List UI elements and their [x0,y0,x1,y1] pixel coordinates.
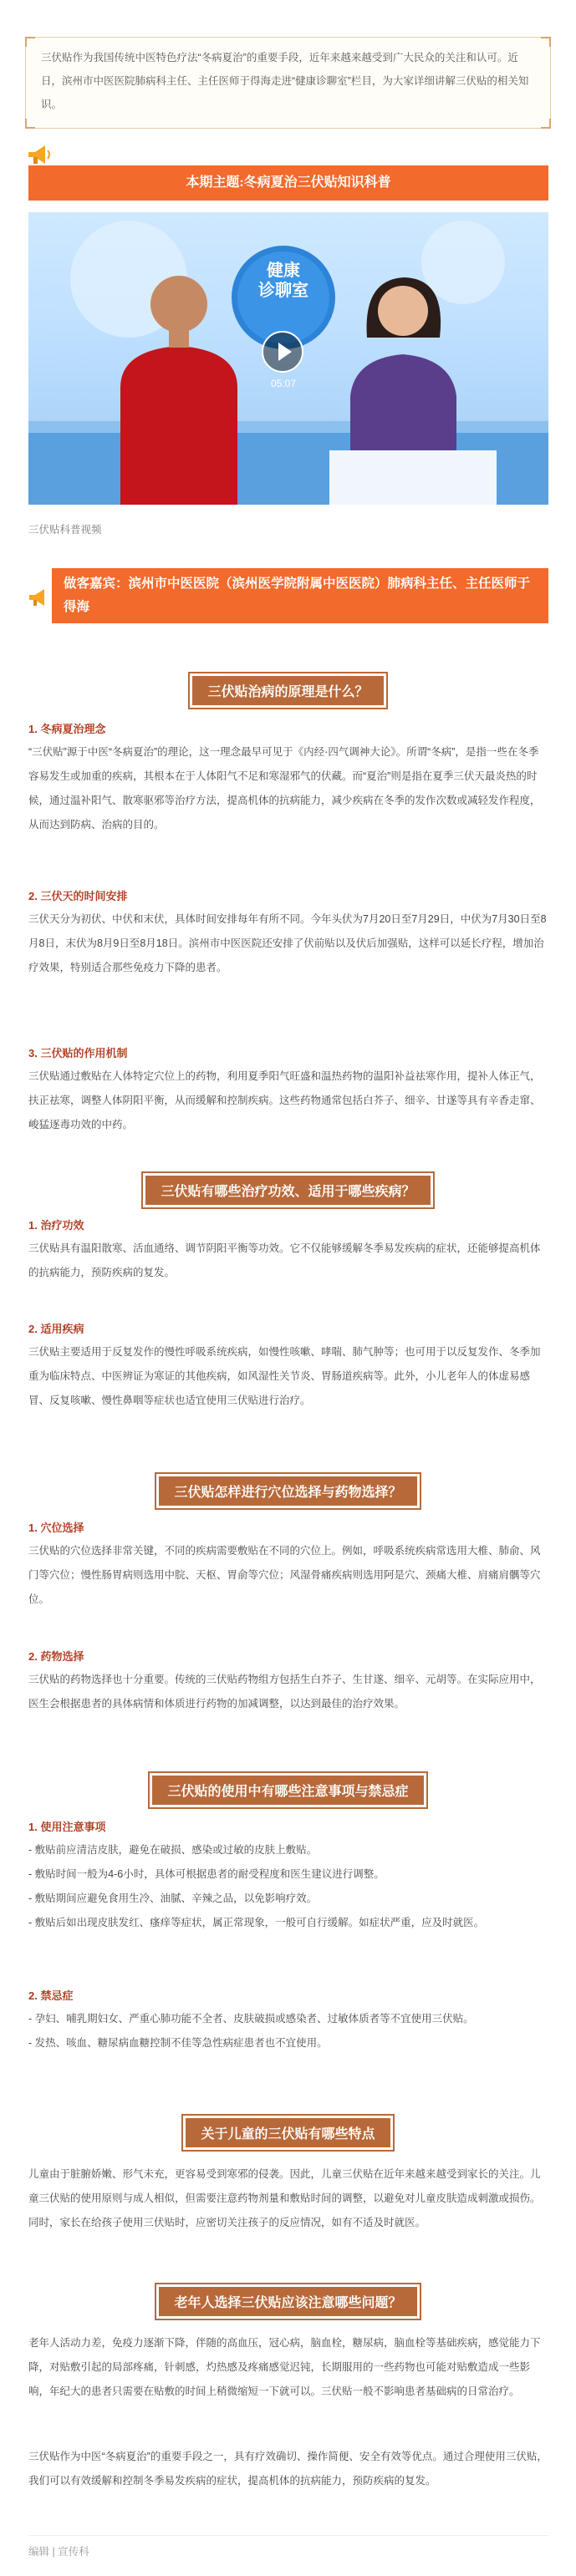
video-player[interactable] [28,212,548,505]
megaphone-icon [25,140,54,169]
section-paragraph: 老年人活动力差，免疫力逐渐下降，伴随的高血压，冠心病，脑血栓，糖尿病，脑血栓等基础疾病，感觉能力下降，对贴敷引起的局部疼痛，针刺感，灼热感及疼痛感觉迟钝，长期服用的一些药物也可能对贴敷造成一些影响，年纪大的患者只需要在贴敷的时间上稍微缩短一下就可以。三伏贴一般不影响患者基础病的日常治疗。 [28,2337,541,2397]
section-paragraph: - 敷贴前应清洁皮肤，避免在破损、感染或过敏的皮肤上敷贴。 - 敷贴时间一般为4-6小时，具体可根据患者的耐受程度和医生建议进行调整。 - 敷贴期间应避免食用生冷、油腻、辛辣之品，以免影响疗效。 - 敷贴后如出现皮肤发红、瘙痒等症状，属正常现象，一般可自行缓解。如症状严重，应及时就医。 [28,1844,485,1928]
topic-banner: 本期主题:冬病夏治三伏贴知识科普 [28,165,548,201]
section-heading: 三伏贴怎样进行穴位选择与药物选择？ [156,1474,419,1508]
show-logo [250,261,317,301]
section-paragraph: 三伏贴通过敷贴在人体特定穴位上的药物，利用夏季阳气旺盛和温热药物的温阳补益祛寒作用，提补人体正气，扶正祛寒，调整人体阴阳平衡，从而缓解和控制疾病。这些药物通常包括白芥子、细辛、甘遂等具有辛香走窜、峻猛逐毒功效的中药。 [28,1070,541,1130]
section-heading-wrap [0,1474,576,1508]
section-paragraph: 三伏天分为初伏、中伏和末伏，具体时间安排每年有所不同。今年头伏为7月20日至7月29日，中伏为7月30日至8月8日，末伏为8月9日至8月18日。滨州市中医医院还安排了伏前贴以及伏后加强贴，这样可以延长疗程，增加治疗效果，特别适合那些免疫力下降的患者。 [28,913,547,973]
section-subtitle: 2. 三伏天的时间安排 [28,890,128,902]
intro-box [25,37,551,129]
section-subtitle: 2. 禁忌症 [28,1989,74,2002]
corner-decoration [541,119,551,129]
section-subtitle: 1. 治疗功效 [28,1219,84,1232]
section-heading: 三伏贴有哪些治疗功效、适用于哪些疾病？ [143,1173,432,1207]
section-heading: 老年人选择三伏贴应该注意哪些问题？ [156,2284,419,2319]
section-heading-wrap [0,1173,576,1207]
play-icon[interactable] [260,329,305,374]
intro-text: 三伏贴作为我国传统中医特色疗法“冬病夏治”的重要手段，近年来越来越受到广大民众的关注和认可。近日，滨州市中医医院肺病科主任、主任医师于得海走进“健康诊聊室”栏目，为大家详细讲解三伏贴的相关知识。 [41,52,529,110]
megaphone-icon [27,585,52,610]
section-heading-wrap [0,1773,576,1807]
section-heading-wrap [0,2284,576,2319]
section-paragraph: - 孕妇、哺乳期妇女、严重心肺功能不全者、皮肤破损或感染者、过敏体质者等不宜使用三伏贴。 - 发热、咳血、糖尿病血糖控制不佳等急性病症患者也不宜使用。 [28,2013,474,2049]
section-heading-wrap [0,2116,576,2150]
video-duration: 05:07 [270,378,297,389]
section-subtitle: 1. 使用注意事项 [28,1821,106,1833]
section-heading: 关于儿童的三伏贴有哪些特点 [183,2116,392,2150]
section-paragraph: 三伏贴作为中医“冬病夏治”的重要手段之一，具有疗效确切、操作简便、安全有效等优点。通过合理使用三伏贴，我们可以有效缓解和控制冬季易发疾病的症状，提高机体的抗病能力，预防疾病的复发。 [28,2451,548,2487]
section-subtitle: 1. 穴位选择 [28,1522,84,1534]
section-paragraph: “三伏贴”源于中医“冬病夏治”的理论，这一理念最早可见于《内经·四气调神大论》。所谓“冬病”，是指一些在冬季容易发生或加重的疾病，其根本在于人体阳气不足和寒湿邪气的伏藏。而“夏治”则是指在夏季三伏天最炎热的时候，通过温补阳气、散寒驱邪等治疗方法，提高机体的抗病能力，减少疾病在冬季的发作次数或减轻发作程度，从而达到防病、治病的目的。 [28,746,541,831]
section-subtitle: 3. 三伏贴的作用机制 [28,1047,128,1059]
section-heading: 三伏贴的使用中有哪些注意事项与禁忌症 [150,1773,426,1807]
section-paragraph: 三伏贴的药物选择也十分重要。传统的三伏贴药物组方包括生白芥子、生甘遂、细辛、元胡等。在实际应用中，医生会根据患者的具体病情和体质进行药物的加减调整，以达到最佳的治疗效果。 [28,1674,541,1710]
section-subtitle: 2. 药物选择 [28,1650,84,1663]
show-logo-line1: 健康 [267,262,300,280]
section-heading-wrap [0,673,576,708]
footer-editor: 编辑 | 宣传科 [28,2546,89,2558]
section-subtitle: 2. 适用疾病 [28,1323,84,1335]
corner-decoration [25,37,35,47]
section-subtitle: 1. 冬病夏治理念 [28,723,106,735]
show-logo-line2: 诊聊室 [258,282,308,300]
footer-divider [28,2535,548,2536]
section-paragraph: 三伏贴主要适用于反复发作的慢性呼吸系统疾病，如慢性咳嗽、哮喘、肺气肿等；也可用于以反复发作、冬季加重为临床特点、中医辨证为寒证的其他疾病，如风湿性关节炎、胃肠道疾病等。此外，小儿老年人的体虚易感冒、反复咳嗽、慢性鼻咽等症状也适宜使用三伏贴进行治疗。 [28,1346,541,1406]
section-paragraph: 三伏贴具有温阳散寒、活血通络、调节阴阳平衡等功效。它不仅能够缓解冬季易发疾病的症状，还能够提高机体的抗病能力，预防疾病的复发。 [28,1242,541,1278]
section-heading: 三伏贴治病的原理是什么？ [190,673,385,708]
video-caption: 三伏贴科普视频 [28,524,102,536]
corner-decoration [25,119,35,129]
guest-banner: 做客嘉宾：滨州市中医医院（滨州医学院附属中医医院）肺病科主任、主任医师于得海 [52,568,548,623]
section-paragraph: 儿童由于脏腑娇嫩、形气未充，更容易受到寒邪的侵袭。因此，儿童三伏贴在近年来越来越受到家长的关注。儿童三伏贴的使用原则与成人相似，但需要注意药物剂量和敷贴时间的调整，以避免对儿童皮肤造成刺激或损伤。同时，家长在给孩子使用三伏贴时，应密切关注孩子的反应情况，如有不适及时就医。 [28,2168,541,2228]
corner-decoration [541,37,551,47]
section-paragraph: 三伏贴的穴位选择非常关键，不同的疾病需要敷贴在不同的穴位上。例如，呼吸系统疾病常选用大椎、肺俞、风门等穴位；慢性肠胃病则选用中脘、天枢、胃俞等穴位；风湿骨痛疾病则选用阿是穴、颈痛大椎、肩痛肩髃等穴位。 [28,1545,541,1605]
